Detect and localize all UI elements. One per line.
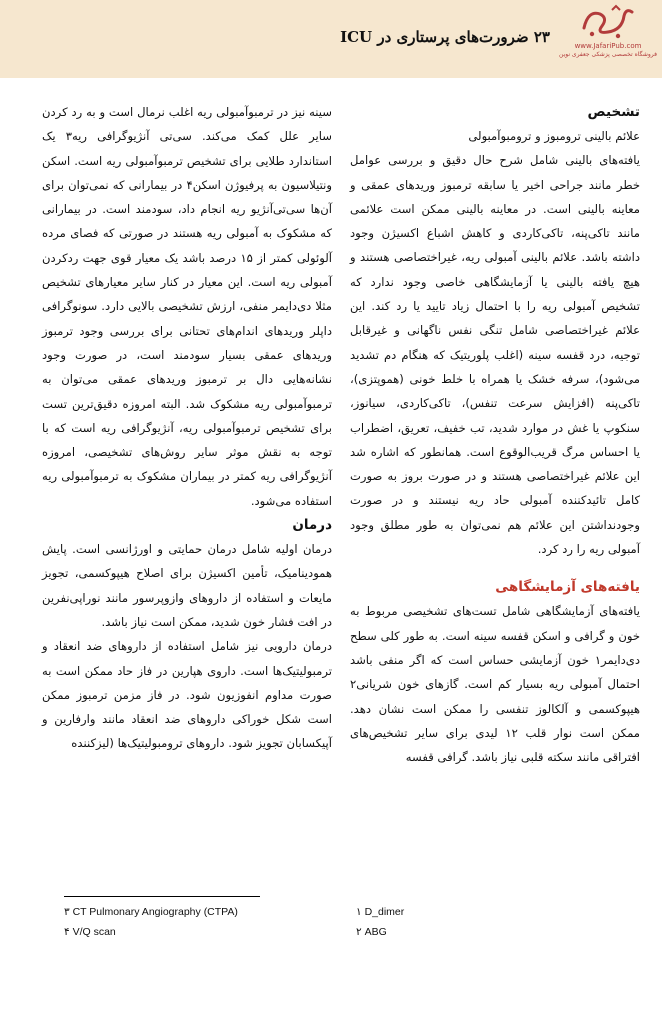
page-header	[0, 0, 662, 78]
right-column	[350, 100, 640, 769]
footnote-2	[356, 926, 387, 938]
footnote-4	[64, 926, 116, 938]
footnote-number: ۲	[356, 926, 362, 938]
diagnosis-heading: تشخیص	[587, 104, 640, 120]
treatment-paragraph-2: درمان دارویی نیز شامل استفاده از داروهای ضد انعقاد و ترمبولیتیک‌ها است. داروی هپارین در فاز حاد ممکن است به صورت مداوم انفوزیون شود. در فاز مزمن ترمبوز ممکن است شکل خوراکی داروهای ضد انعقاد مانند وارفارین و آپیکسابان تجویز شود. داروهای ترومبولیتیک‌ها (لیزکننده	[42, 639, 332, 751]
footnote-3	[64, 906, 238, 918]
diagnosis-subtitle: علائم بالینی ترومبوز و ترومبوآمبولی	[468, 129, 640, 143]
footnote-number: ۴	[64, 926, 70, 938]
diagnosis-paragraph: یافته‌های بالینی شامل شرح حال دقیق و بررسی عوامل خطر مانند جراحی اخیر یا سابقه ترمبوز وریدهای عمقی و معاینه بالینی است. در معاینه بالینی ممکن است علائمی مانند تاکی‌پنه، تاکی‌کاردی و کاهش اشباع اکسیژن وجود داشته باشد. علائم بالینی آمبولی ریه، غیراختصاصی هستند و هیچ یافته بالینی یا آزمایشگاهی خاصی وجود ندارد که تشخیص آمبولی ریه را با احتمال زیاد تایید یا رد کند. این علائم غیراختصاصی شامل تنگی نفس ناگهانی و غیرقابل توجیه، درد قفسه سینه (اغلب پلوریتیک که هنگام دم تشدید می‌شود)، سرفه خشک یا همراه با خلط خونی (هموپتزی)، تاکی‌پنه (افزایش سرعت تنفس)، تاکی‌کاردی، سیانوز، سنکوپ یا غش در موارد شدید، تب خفیف، تعریق، اضطراب یا احساس مرگ قریب‌الوقوع است. همانطور که اشاره شد این علائم غیراختصاصی هستند و در صورت بروز به صورت کامل تائیدکننده آمبولی حاد ریه نیستند و در صورت وجودنداشتن این علائم هم نمی‌توان به طور مطلق وجود آمبولی ریه را رد کرد.	[350, 153, 640, 557]
logo-tagline: فروشگاه تخصصی پزشکی جعفری نوین	[559, 51, 657, 58]
footnote-1	[356, 906, 404, 918]
imaging-paragraph: سینه نیز در ترمبوآمبولی ریه اغلب نرمال است و به رد کردن سایر علل کمک می‌کند. سی‌تی آنژیوگرافی ریه۳ یک استاندارد طلایی برای تشخیص ترمبوآمبولی ریه است. اسکن ونتیلاسیون به پرفیوژن اسکن۴ در بیمارانی که نمی‌توان برای آن‌ها سی‌تی‌آنژیو ریه انجام داد، سودمند است. در بیمارانی که مشکوک به آمبولی ریه هستند در صورتی که فصای مرده آلوئولی کمتر از ۱۵ درصد باشد یک معیار قوی جهت ردکردن آمبولی ریه است. این معیار در کنار سایر معیارهای تشخیص مثلا دی‌دایمر منفی، ارزش تشخیصی بالایی دارد. سونوگرافی داپلر وریدهای اندام‌های تحتانی برای بررسی وجود ترمبوز وریدهای عمقی بسیار سودمند است، در صورت وجود نشانه‌هایی دال بر ترمبوز وریدهای عمقی می‌توان به ترمبوآمبولی ریه مشکوک شد. البته امروزه دقیق‌ترین تست برای تشخیص ترمبوآمبولی ریه، آنژیوگرافی ریه است که با توجه به نقش موثر سایر روش‌های تشخیصی، امروزه آنژیوگرافی ریه کمتر در بیماران مشکوک به ترمبوآمبولی ریه استفاده می‌شود.	[42, 105, 333, 508]
page-title: ۲۳ ضرورت‌های پرستاری در ICU	[340, 28, 550, 46]
treatment-paragraph-1: درمان اولیه شامل درمان حمایتی و اورژانسی است. پایش همودینامیک، تأمین اکسیژن برای اصلاح هیپوکسمی، تجویز مایعات و استفاده از داروهای وازوپرسور مانند نوراپی‌نفرین در افت فشار خون شدید، ممکن است نیاز باشد.	[42, 542, 332, 629]
left-column	[42, 100, 332, 756]
publisher-logo	[558, 2, 658, 74]
footnote-text: D_dimer	[364, 906, 405, 918]
footnote-text: CT Pulmonary Angiography (CTPA)	[72, 906, 238, 918]
footnote-number: ۱	[356, 906, 362, 918]
logo-url[interactable]: www.JafariPub.com	[574, 42, 642, 50]
logo-mark-icon	[578, 4, 638, 40]
treatment-heading: درمان	[292, 517, 332, 534]
footnote-divider	[64, 896, 260, 897]
footnote-text: ABG	[364, 926, 387, 938]
footnote-text: V/Q scan	[72, 926, 116, 938]
footnote-number: ۳	[64, 906, 70, 918]
lab-findings-paragraph: یافته‌های آزمایشگاهی شامل تست‌های تشخیصی مربوط به خون و گرافی و اسکن قفسه سینه است. به طور کلی سطح دی‌دایمر۱ خون آزمایشی حساس است که اگر منفی باشد احتمال آمبولی ریه بسیار کم است. گازهای خون شریانی۲ هیپوکسمی و آلکالوز تنفسی را ممکن است نشان دهد. ممکن است نوار قلب ۱۲ لیدی برای سایر تشخیص‌های افتراقی مانند سکته قلبی نیاز باشد. گرافی قفسه	[350, 604, 640, 765]
lab-findings-heading: یافته‌های آزمایشگاهی	[495, 579, 640, 596]
